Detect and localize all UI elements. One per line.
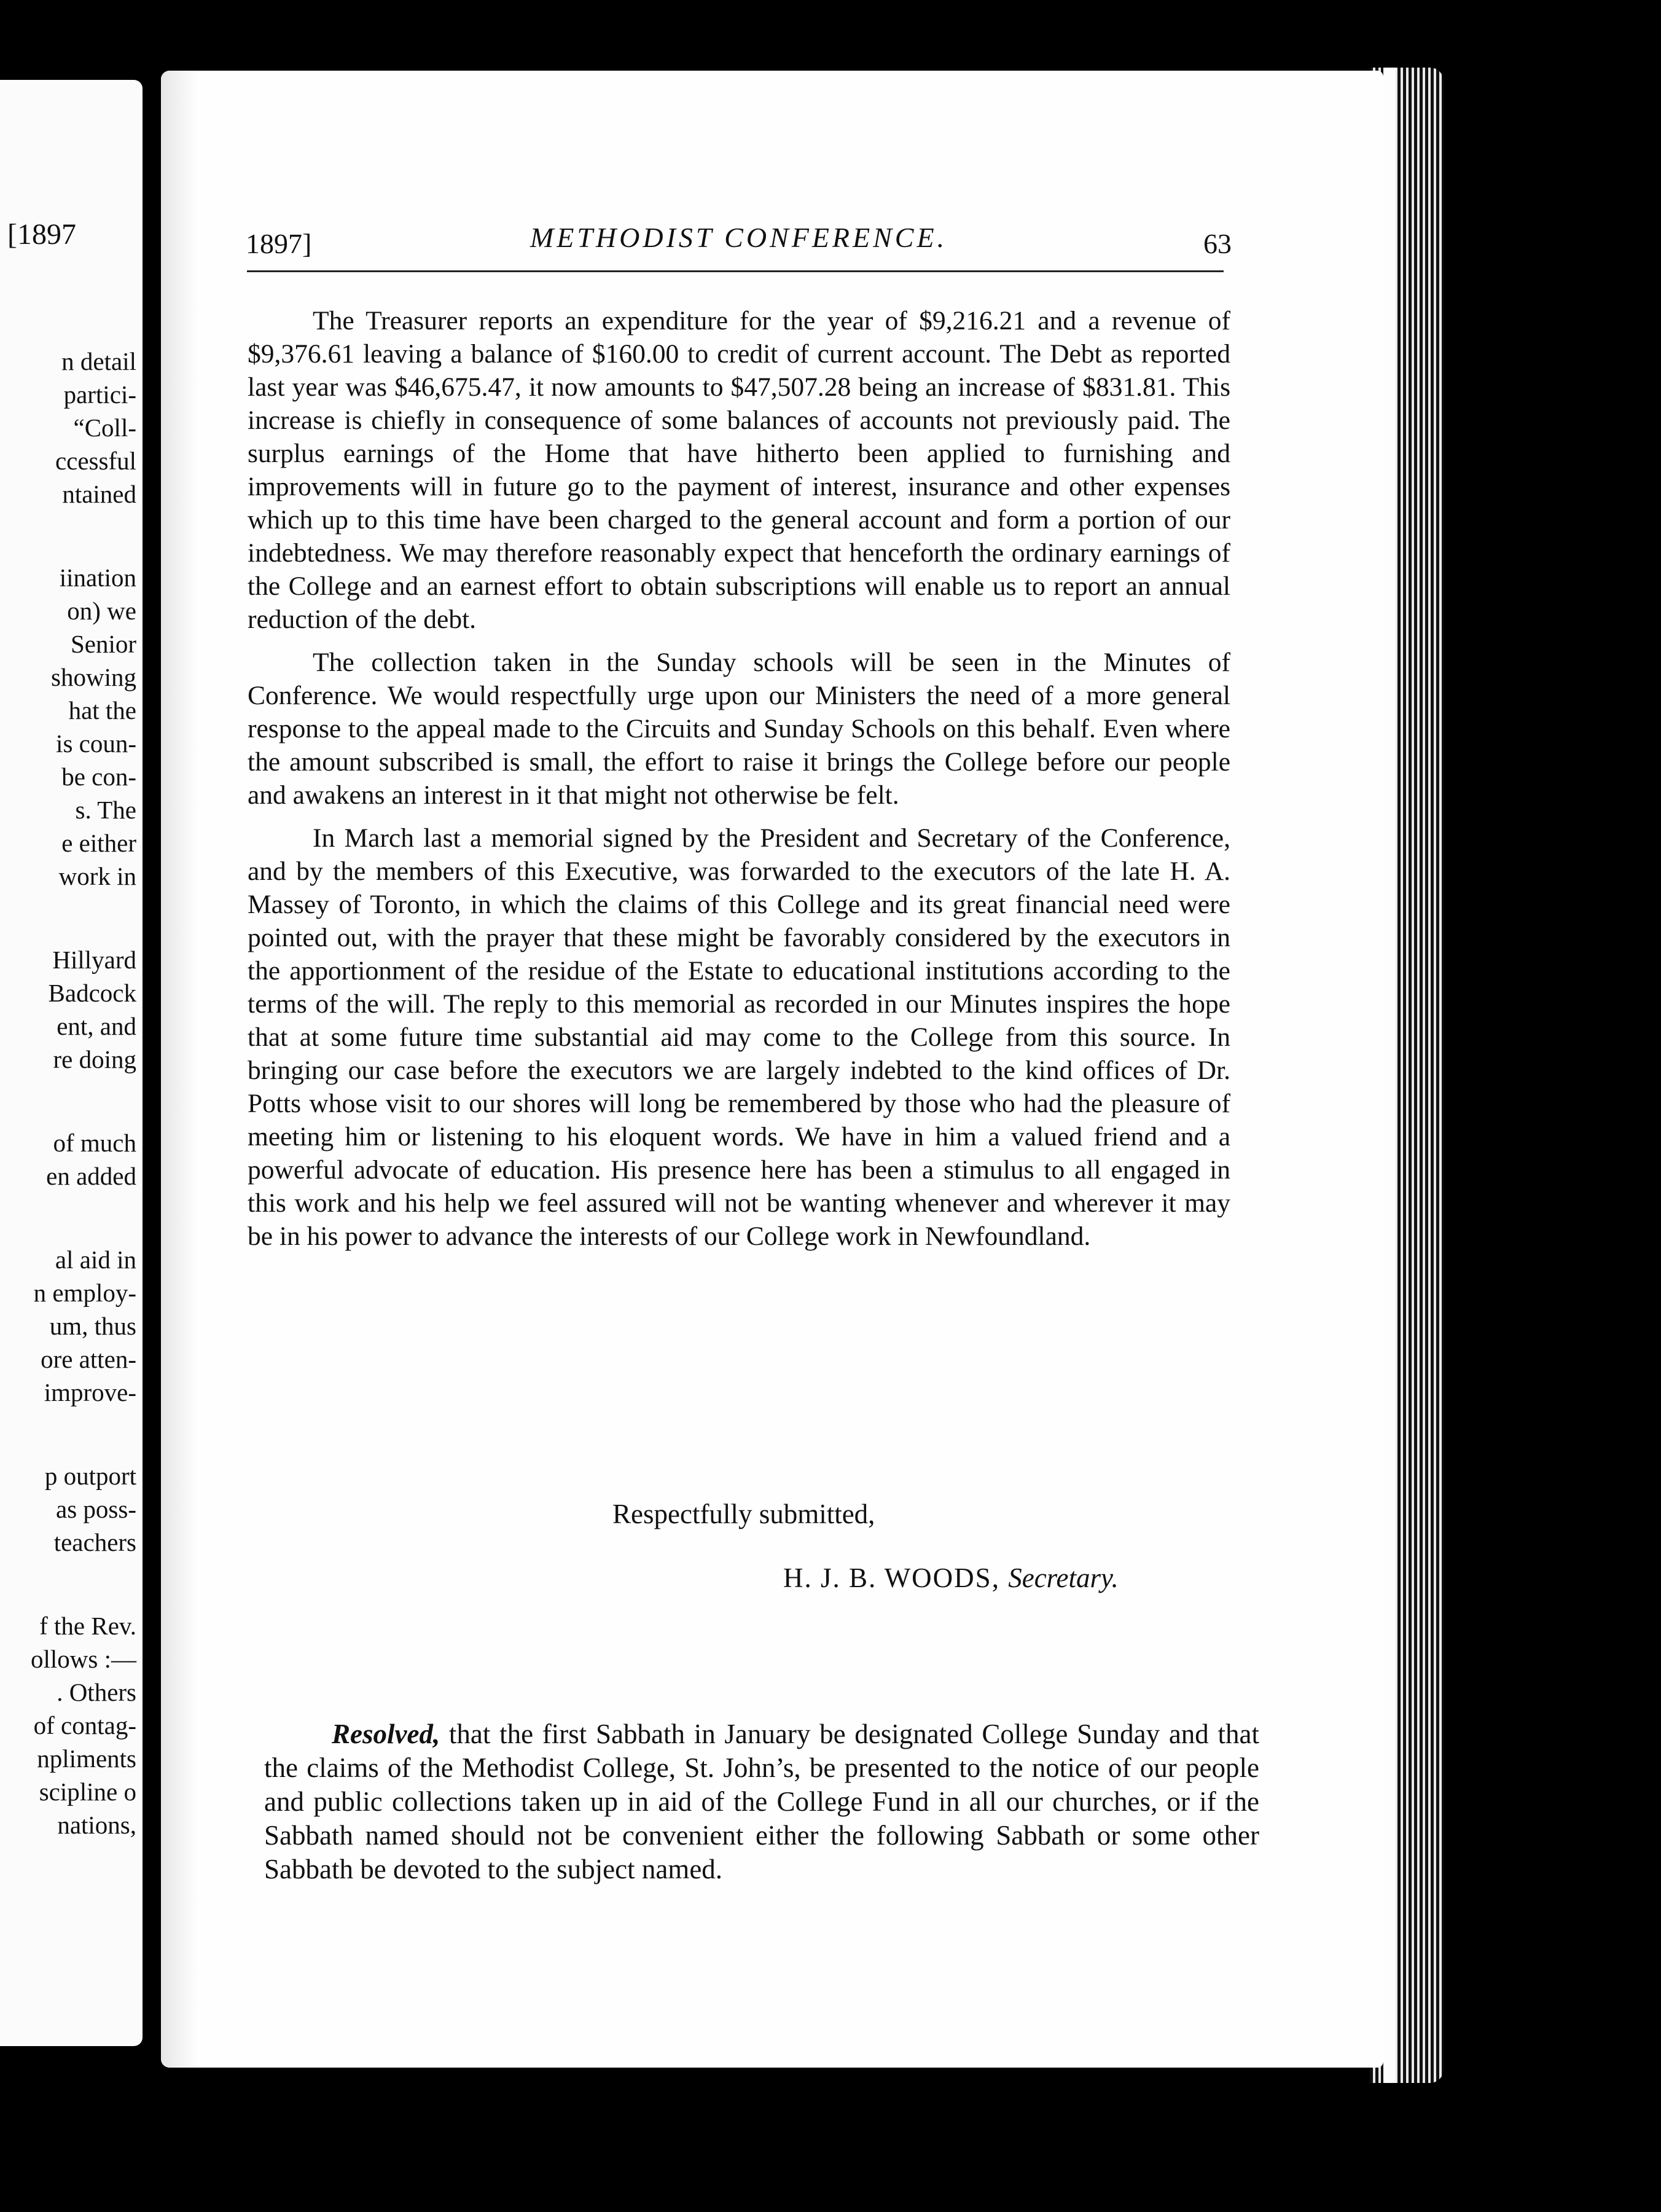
signature: [783, 1562, 1119, 1594]
previous-page-line: n employ-: [33, 1279, 136, 1307]
previous-page-line: as poss-: [56, 1495, 136, 1523]
previous-page-line: Senior: [70, 630, 136, 658]
previous-page-line: . Others: [57, 1678, 136, 1706]
closing-line: Respectfully submitted,: [612, 1499, 875, 1529]
previous-page-fragment: [0, 80, 143, 2046]
previous-page-line: s. The: [75, 796, 136, 824]
previous-page-line: of much: [53, 1129, 136, 1157]
previous-page-line: on) we: [67, 597, 136, 625]
previous-page-line: nations,: [57, 1811, 136, 1839]
resolution: [264, 1717, 1259, 1886]
previous-page-line: partici-: [63, 380, 136, 409]
previous-page-line: iination: [59, 563, 136, 592]
previous-page-line: Badcock: [48, 979, 136, 1007]
running-head-year: 1897]: [246, 228, 312, 259]
running-head-title: METHODIST CONFERENCE.: [530, 222, 948, 253]
page-number: 63: [1203, 228, 1232, 259]
previous-page-line: e either: [61, 829, 136, 857]
previous-page-line: “Coll-: [73, 414, 136, 442]
previous-page-line: re doing: [53, 1045, 136, 1073]
previous-page-line: scipline o: [39, 1778, 136, 1806]
resolution-text: that the first Sabbath in January be designated College Sunday and that the claims of the Methodist College, St. John’s, be presented to the notice of our people and public collections taken up in aid of the College Fund in all our churches, or if the Sabbath named should not be convenient either the following Sabbath or some other Sabbath be devoted to the subject named.: [264, 1719, 1259, 1885]
signatory-role: Secretary.: [1008, 1563, 1119, 1593]
previous-page-line: be con-: [61, 763, 136, 791]
signatory-name: H. J. B. WOODS,: [783, 1563, 1000, 1593]
paragraph-collection: The collection taken in the Sunday schools will be seen in the Minutes of Conference. We would respectfully urge upon our Ministers the need of a more general response to the appeal made to the Circuits and Sunday Schools on this behalf. Even where the amount subscribed is small, the effort to raise it brings the College before our people and awakens an interest in it that might not otherwise be felt.: [248, 648, 1230, 810]
report-body: [248, 304, 1230, 1253]
previous-page-line: Hillyard: [52, 946, 136, 974]
header-rule: [247, 270, 1224, 272]
previous-page-line: work in: [58, 862, 136, 890]
previous-page-line: ollows :—: [31, 1645, 136, 1673]
previous-page-line: al aid in: [55, 1245, 136, 1274]
previous-page-line: improve-: [44, 1378, 136, 1406]
previous-page-line: showing: [51, 663, 136, 691]
gutter-shadow: [161, 71, 198, 2068]
paragraph-memorial: In March last a memorial signed by the President and Secretary of the Conference, and by the members of this Executive, was forwarded to the executors of the late H. A. Massey of Toronto, in which the claims of this College and its great financial need were pointed out, with the prayer that these might be favorably considered by the executors in the apportionment of the residue of the Estate to educational institutions according to the terms of the will. The reply to this memorial as recorded in our Minutes inspires the hope that at some future time substantial aid may come to the College from this source. In bringing our case before the executors we are largely indebted to the kind offices of Dr. Potts whose visit to our shores will long be remembered by those who had the pleasure of meeting him or listening to his eloquent words. We have in him a valued friend and a powerful advocate of education. His presence here has been a stimulus to all engaged in this work and his help we feel assured will not be wanting whenever and wherever it may be in his power to advance the interests of our College work in Newfoundland.: [248, 823, 1230, 1251]
previous-page-line: ccessful: [55, 447, 136, 475]
previous-page-line: f the Rev.: [39, 1612, 136, 1640]
previous-page-line: p outport: [44, 1462, 136, 1490]
resolution-lead: Resolved,: [332, 1719, 440, 1749]
previous-page-line: en added: [46, 1162, 136, 1190]
previous-page-line: hat the: [68, 696, 136, 724]
previous-page-line: of contag-: [33, 1711, 136, 1739]
previous-page-line: ntained: [62, 480, 136, 508]
previous-page-line: is coun-: [56, 729, 136, 758]
previous-page-line: n detail: [61, 347, 136, 375]
previous-page-line: um, thus: [49, 1312, 136, 1340]
previous-page-header: [1897: [7, 218, 76, 251]
previous-page-line: npliments: [37, 1744, 136, 1773]
paragraph-treasurer: The Treasurer reports an expenditure for the year of $9,216.21 and a revenue of $9,376.61 leaving a balance of $160.00 to credit of current account. The Debt as reported last year was $46,675.47, it now amounts to $47,507.28 being an increase of $831.81. This increase is chiefly in consequence of some balances of accounts not previously paid. The surplus earnings of the Home that have hitherto been applied to furnishing and improvements will in future go to the payment of interest, insurance and other expenses which up to this time have been charged to the general account and form a portion of our indebtedness. We may therefore reasonably expect that henceforth the ordinary earnings of the College and an earnest effort to obtain subscriptions will enable us to report an annual reduction of the debt.: [248, 306, 1230, 634]
running-head: [246, 221, 1232, 258]
previous-page-line: ent, and: [57, 1012, 136, 1040]
book-page-edge-highlight: [1383, 68, 1396, 2083]
previous-page-line: teachers: [53, 1528, 136, 1556]
previous-page-line: ore atten-: [41, 1345, 136, 1373]
